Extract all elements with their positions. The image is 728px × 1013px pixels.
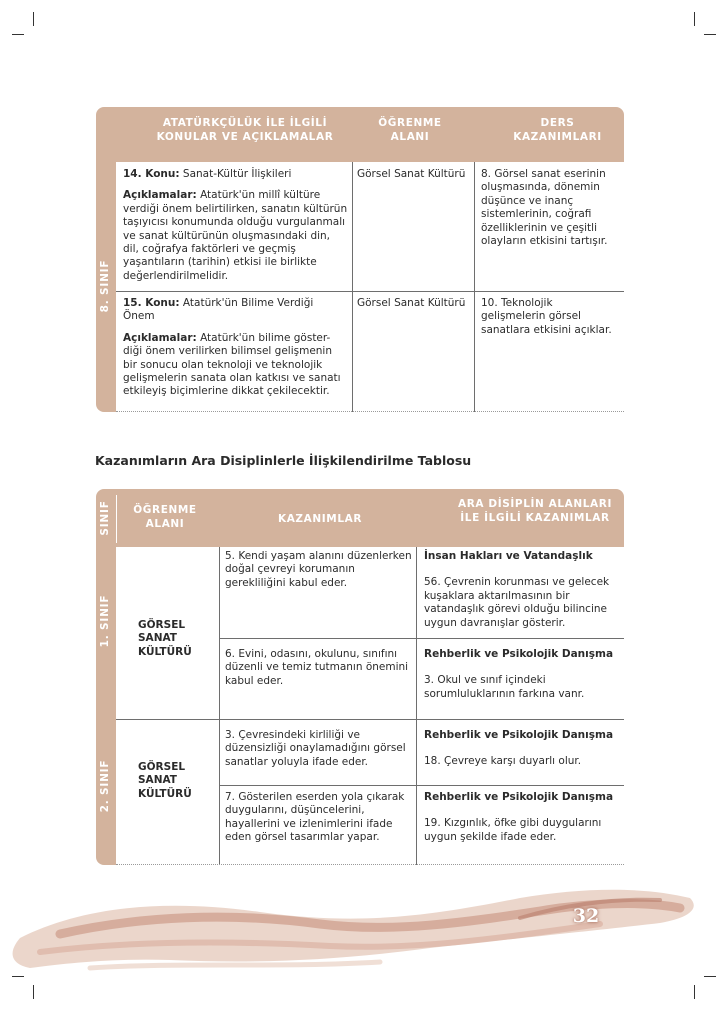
table2-header-interdisc: ARA DİSİPLİN ALANLARI İLE İLGİLİ KAZANIMLAR [458, 498, 612, 524]
table2-bottom-rule [116, 864, 624, 865]
table1-row1-outcome: 8. Görsel sanat eserinin oluşmasında, dönemin düşünce ve inanç sistemlerinin, coğrafi özelliklerinin ve çeşitli olayların etkisini tartışır. [481, 168, 608, 248]
crop-mark [33, 12, 34, 26]
discipline-text: 18. Çevreye karşı duyarlı olur. [424, 755, 582, 768]
discipline-text: 3. Okul ve sınıf içindeki sorumluluklarının farkına vanr. [424, 674, 585, 700]
table1-row2-topic [123, 297, 348, 399]
brush-stroke-decoration [0, 868, 728, 988]
table1-row-divider [116, 291, 624, 292]
discipline-text: 19. Kızgınlık, öfke gibi duygularını uygun şekilde ifade eder. [424, 817, 602, 843]
discipline-text: 56. Çevrenin korunması ve gelecek kuşaklara aktarılmasının bir vatandaşlık görevi olduğu bilincine uygun davranışlar gösterir. [424, 576, 610, 629]
crop-mark [694, 12, 695, 26]
page-number: 32 [572, 905, 600, 927]
table2-interdisc [424, 791, 620, 844]
topic-text: Atatürk'ün Bilime Verdiği Önem [123, 297, 314, 323]
topic-label: 15. Konu: [123, 297, 180, 309]
table2-row-divider [219, 638, 624, 639]
table1-header-topics: ATATÜRKÇÜLÜK İLE İLGİLİ KONULAR VE AÇIKLAMALAR [156, 117, 334, 143]
section-title: Kazanımların Ara Disiplinlerle İlişkilendirilme Tablosu [95, 453, 472, 468]
discipline-title: Rehberlik ve Psikolojik Danışma [424, 648, 614, 660]
table2-grade-1: 1. SINIF [99, 594, 111, 648]
table1-header-area: ÖĞRENME ALANI [378, 117, 442, 143]
table2-outcome: 7. Gösterilen eserden yola çıkarak duygularını, düşüncelerini, hayallerini ve izlenimlerini ifade eden görsel tasarımlar yapar. [225, 791, 405, 844]
discipline-title: Rehberlik ve Psikolojik Danışma [424, 791, 614, 803]
crop-mark [12, 34, 24, 35]
table2-area-border [219, 547, 220, 865]
table1-col-divider [352, 162, 353, 412]
table2-interdisc [424, 550, 620, 630]
table1-row1-topic [123, 168, 348, 283]
explanation-text: Atatürk'ün millî kültüre verdiği önem belirtilirken, sanatın kültürün taşıyıcısı konumunda olduğu vurgulanmalı ve sanat kültürünün oluşmasındaki din, dil, coğrafya faktörleri ve geçmiş yaşantıların (tarihin) etkisi ile birlikte değerlendirilmelidir. [123, 189, 348, 282]
table2-group-divider [116, 719, 624, 720]
table2-interdisc [424, 729, 620, 769]
table2-outcome: 6. Evini, odasını, okulunu, sınıfını düzenli ve temiz tutmanın önemini kabul eder. [225, 648, 409, 687]
explanation-label: Açıklamalar: [123, 189, 197, 202]
table1-row2-area: Görsel Sanat Kültürü [357, 297, 466, 309]
table2-row-divider [219, 785, 624, 786]
explanation-label: Açıklamalar: [123, 331, 197, 344]
table1-grade-label: 8. SINIF [99, 259, 111, 313]
table2-area-2: GÖRSEL SANAT KÜLTÜRÜ [138, 761, 192, 800]
topic-label: 14. Konu: [123, 168, 180, 180]
table2-header-grade: SINIF [99, 500, 111, 536]
table1-row1-area: Görsel Sanat Kültürü [357, 168, 466, 180]
table2-header-divider [116, 495, 117, 543]
table2-header-outcomes: KAZANIMLAR [277, 513, 363, 525]
explanation-text: Atatürk'ün bilime göster-diği önem verilirken bilimsel gelişmenin bir sonucu olan teknoloji ve teknolojik gelişmelerin sanata olan katkısı ve sanatı etkileyiş biçimlerine dikkat çekilecektir. [123, 331, 341, 398]
table2-grade-2: 2. SINIF [99, 759, 111, 813]
table1-header-outcomes: DERS KAZANIMLARI [513, 117, 602, 143]
discipline-title: Rehberlik ve Psikolojik Danışma [424, 729, 614, 741]
table2-header-area: ÖĞRENME ALANI [133, 504, 197, 530]
table2-outcome: 3. Çevresindeki kirliliği ve düzensizliği onaylamadığını görsel sanatlar yoluyla ifade eder. [225, 729, 406, 768]
table2-area-1: GÖRSEL SANAT KÜLTÜRÜ [138, 619, 192, 658]
table2-interdisc [424, 648, 620, 701]
table1-bottom-rule [116, 411, 624, 412]
table2-outcome: 5. Kendi yaşam alanını düzenlerken doğal çevreyi korumanın gerekliliğini kabul eder. [225, 550, 412, 589]
table1-col-divider [474, 162, 475, 412]
table2-col-divider [416, 547, 417, 865]
topic-text: Sanat-Kültür İlişkileri [182, 168, 292, 180]
table1-row2-outcome: 10. Teknolojik gelişmelerin görsel sanatlara etkisini açıklar. [481, 297, 612, 336]
discipline-title: İnsan Hakları ve Vatandaşlık [424, 550, 593, 562]
crop-mark [704, 34, 716, 35]
